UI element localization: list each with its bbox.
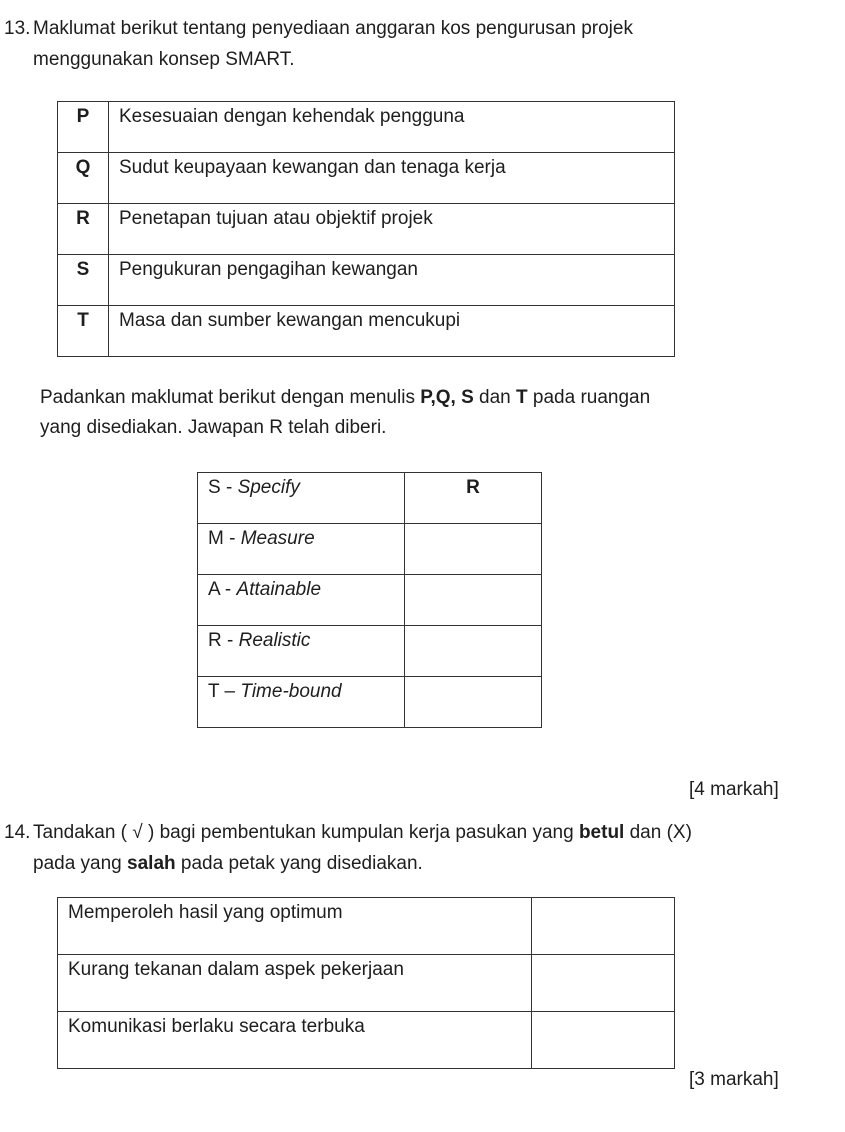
- answer-cell[interactable]: [405, 575, 542, 626]
- q13-marks: [4 markah]: [689, 779, 779, 800]
- item-text: Masa dan sumber kewangan mencukupi: [109, 306, 675, 357]
- q14-table: [57, 897, 675, 1069]
- table-row: [58, 1012, 675, 1069]
- statement: Kurang tekanan dalam aspek pekerjaan: [58, 955, 532, 1012]
- q14-text-line2: pada yang salah pada petak yang disediakan.: [33, 853, 423, 874]
- instr-text: Padankan maklumat berikut dengan menulis: [40, 387, 421, 408]
- smart-label: T – Time-bound: [198, 677, 405, 728]
- q13-text-line1: Maklumat berikut tentang penyediaan anggaran kos pengurusan projek: [33, 18, 633, 39]
- instr-text: pada ruangan: [527, 387, 651, 408]
- answer-cell[interactable]: [405, 626, 542, 677]
- item-key: T: [58, 306, 109, 357]
- q13-info-table: [57, 101, 675, 357]
- item-key: R: [58, 204, 109, 255]
- answer-cell[interactable]: [405, 524, 542, 575]
- statement: Komunikasi berlaku secara terbuka: [58, 1012, 532, 1069]
- item-text: Kesesuaian dengan kehendak pengguna: [109, 102, 675, 153]
- q13-text-line2: menggunakan konsep SMART.: [33, 49, 295, 70]
- smart-table: [197, 472, 542, 728]
- item-key: P: [58, 102, 109, 153]
- table-row: [198, 626, 542, 677]
- table-row: [58, 255, 675, 306]
- table-row: [58, 102, 675, 153]
- item-text: Penetapan tujuan atau objektif projek: [109, 204, 675, 255]
- table-row: [58, 153, 675, 204]
- item-text: Pengukuran pengagihan kewangan: [109, 255, 675, 306]
- instr-text: dan: [473, 387, 517, 408]
- table-row: [58, 898, 675, 955]
- table-row: [58, 204, 675, 255]
- table-row: [198, 473, 542, 524]
- q14-text-line1: Tandakan ( √ ) bagi pembentukan kumpulan kerja pasukan yang betul dan (X): [33, 822, 692, 843]
- table-row: [198, 677, 542, 728]
- item-key: Q: [58, 153, 109, 204]
- answer-cell[interactable]: [405, 677, 542, 728]
- q13-number: 13.: [4, 18, 31, 39]
- item-key: S: [58, 255, 109, 306]
- smart-label: S - Specify: [198, 473, 405, 524]
- table-row: [58, 955, 675, 1012]
- instr-bold: P,Q, S: [420, 387, 474, 408]
- smart-label: R - Realistic: [198, 626, 405, 677]
- smart-label: M - Measure: [198, 524, 405, 575]
- q14-marks: [3 markah]: [689, 1069, 779, 1090]
- table-row: [198, 575, 542, 626]
- answer-cell[interactable]: R: [405, 473, 542, 524]
- table-row: [198, 524, 542, 575]
- tick-box[interactable]: [532, 898, 675, 955]
- item-text: Sudut keupayaan kewangan dan tenaga kerja: [109, 153, 675, 204]
- q14-number: 14.: [4, 822, 31, 843]
- q13-instruction-line1: [40, 387, 650, 409]
- instr-bold: T: [516, 387, 528, 408]
- statement: Memperoleh hasil yang optimum: [58, 898, 532, 955]
- tick-box[interactable]: [532, 955, 675, 1012]
- q13-instruction-line2: yang disediakan. Jawapan R telah diberi.: [40, 417, 387, 438]
- tick-box[interactable]: [532, 1012, 675, 1069]
- smart-label: A - Attainable: [198, 575, 405, 626]
- table-row: [58, 306, 675, 357]
